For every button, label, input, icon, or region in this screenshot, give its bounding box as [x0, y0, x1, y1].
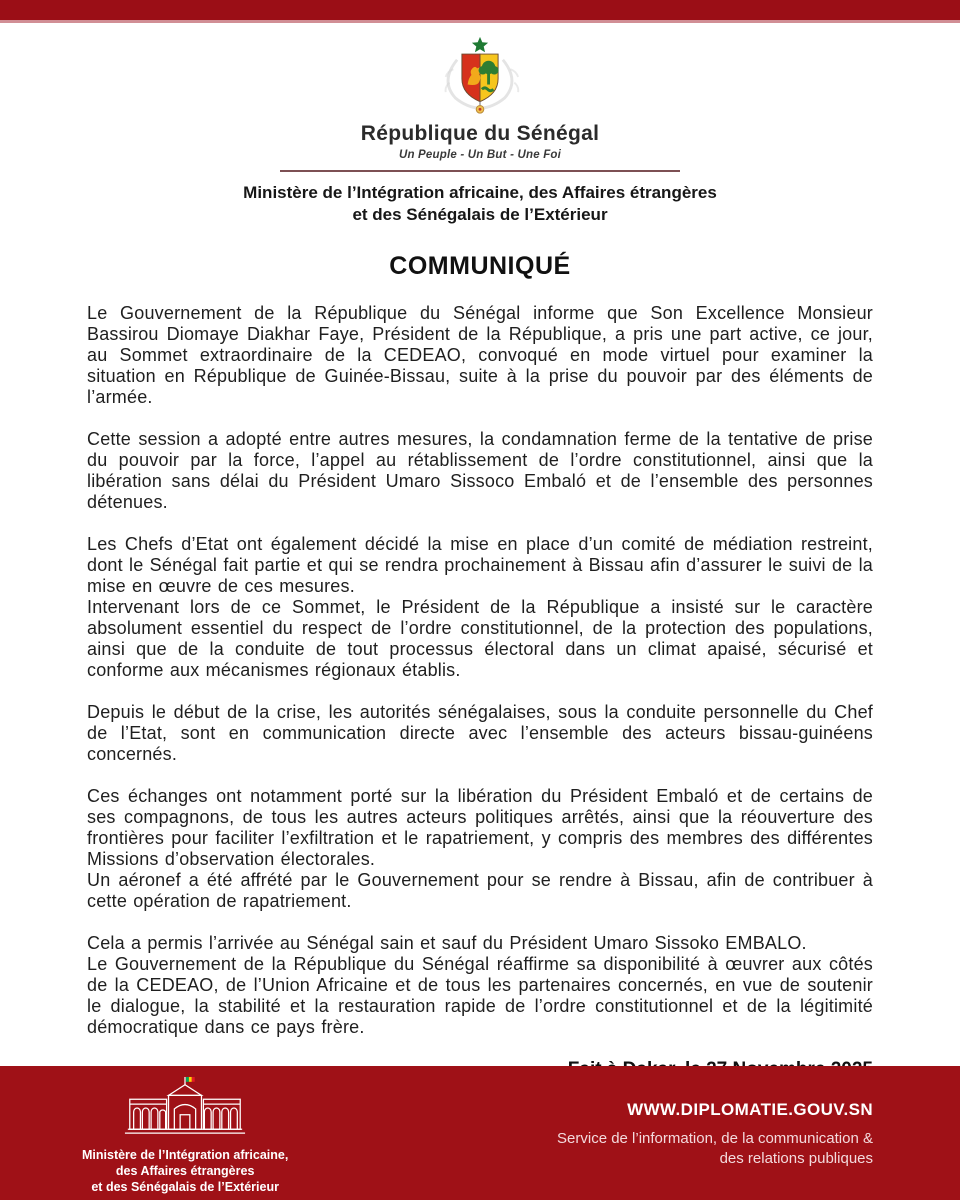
footer-contact-block [557, 1066, 873, 1200]
paragraph: Un aéronef a été affrété par le Gouvernement pour se rendre à Bissau, afin de contribuer à cette opération de rapatriement. [87, 870, 873, 911]
website-url: WWW.DIPLOMATIE.GOUV.SN [627, 1100, 873, 1119]
communique-body [87, 303, 873, 1038]
ministry-name-line2: et des Sénégalais de l’Extérieur [352, 205, 608, 224]
paragraph: Depuis le début de la crise, les autorités sénégalaises, sous la conduite personnelle du Chef de l’Etat, sont en communication directe avec l’ensemble des acteurs bissau-guinéens concernés. [87, 702, 873, 764]
paragraph: Intervenant lors de ce Sommet, le Président de la République a insisté sur le caractère absolument essentiel du respect de l’ordre constitutionnel, de la protection des populations, ainsi que de la conduite de tout processus électoral dans un climat apaisé, sécurisé et conforme aux mécanismes régionaux établis. [87, 597, 873, 680]
ministry-name-header [0, 182, 960, 226]
footer-ministry-name [82, 1147, 288, 1195]
paragraph: Cela a permis l’arrivée au Sénégal sain et sauf du Président Umaro Sissoko EMBALO. [87, 933, 807, 953]
page-title: COMMUNIQUÉ [389, 252, 571, 280]
service-line1: Service de l’information, de la communication & [557, 1130, 873, 1147]
document-header [0, 23, 960, 226]
header-divider-line [280, 170, 680, 172]
paragraph: Cette session a adopté entre autres mesures, la condamnation ferme de la tentative de prise du pouvoir par la force, l’appel au rétablissement de l’ordre constitutionnel, ainsi que la libération sans délai du Président Umaro Sissoco Embaló et de l’ensemble des personnes détenues. [87, 429, 873, 512]
paragraph: Les Chefs d’Etat ont également décidé la mise en place d’un comité de médiation restreint, dont le Sénégal fait partie et qui se rendra prochainement à Bissau afin d’assurer le suivi de la mise en œuvre de ces mesures. [87, 534, 873, 596]
paragraph: Ces échanges ont notamment porté sur la libération du Président Embaló et de certains de ses compagnons, de tous les autres acteurs politiques arrêtés, ainsi que la réouverture des frontières pour faciliter l’exfiltration et le rapatriement, y compris des membres des différentes Missions d’observation électorales. [87, 786, 873, 869]
footer-ministry-block [82, 1066, 288, 1200]
republic-title: République du Sénégal [360, 122, 600, 145]
top-border-band [0, 0, 960, 20]
footer-ministry-line1: Ministère de l’Intégration africaine, [82, 1148, 289, 1162]
national-motto: Un Peuple - Un But - Une Foi [398, 149, 562, 161]
ministry-building-icon [121, 1076, 249, 1143]
paragraph: Le Gouvernement de la République du Sénégal informe que Son Excellence Monsieur Bassirou Diomaye Diakhar Faye, Président de la République, a pris une part active, ce jour, au Sommet extraordinaire de la CEDEAO, convoqué en mode virtuel pour examiner la situation en République de Guinée-Bissau, suite à la prise du pouvoir par des éléments de l’armée. [87, 303, 873, 407]
service-line2: des relations publiques [719, 1150, 873, 1167]
footer-ministry-line3: et des Sénégalais de l’Extérieur [91, 1180, 279, 1194]
footer-ministry-line2: des Affaires étrangères [115, 1164, 255, 1178]
footer-band [0, 1066, 960, 1200]
senegal-coat-of-arms-icon [432, 35, 528, 120]
service-label [557, 1129, 873, 1169]
paragraph: Le Gouvernement de la République du Sénégal réaffirme sa disponibilité à œuvrer aux côtés de la CEDEAO, de l’Union Africaine et de tous les partenaires concernés, en vue de soutenir le dialogue, la stabilité et la restauration rapide de l’ordre constitutionnel et de la légitimité démocratique dans ce pays frère. [87, 954, 873, 1037]
ministry-name-line1: Ministère de l’Intégration africaine, des Affaires étrangères [243, 183, 717, 202]
